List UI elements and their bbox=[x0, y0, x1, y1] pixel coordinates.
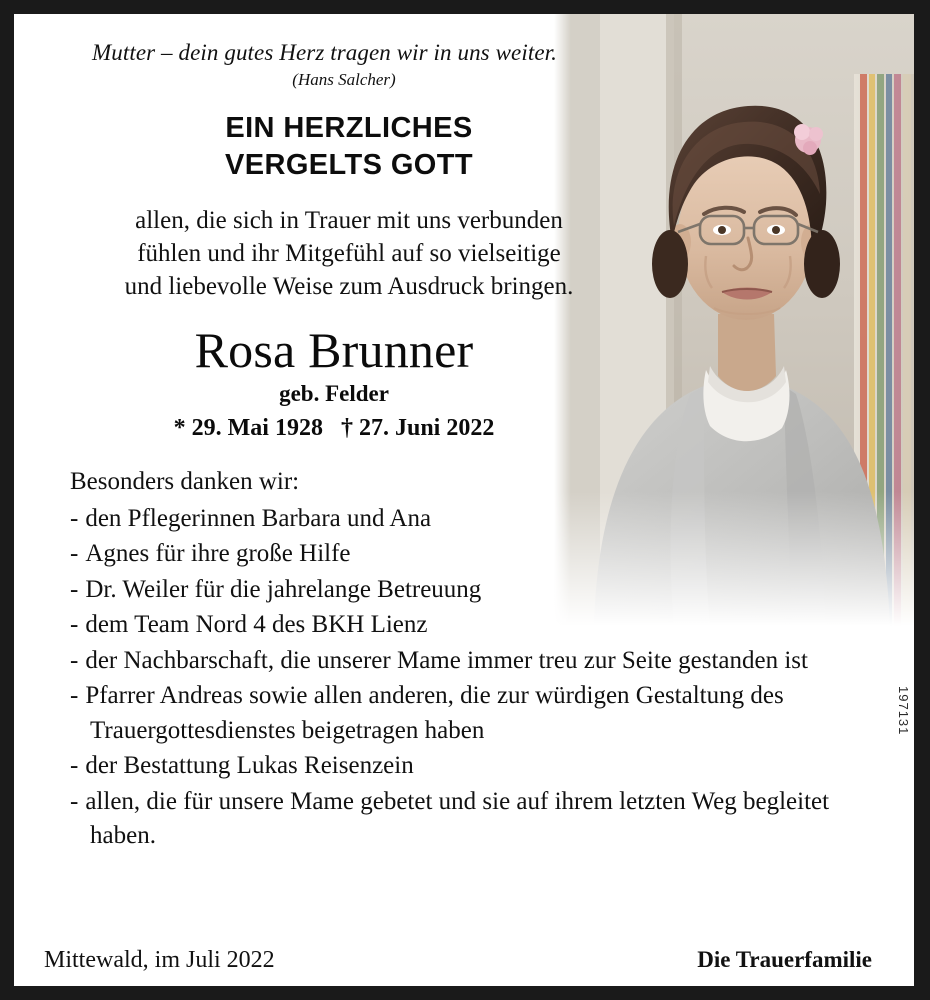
list-item bbox=[70, 644, 890, 679]
list-item bbox=[70, 573, 890, 608]
maiden-name: geb. Felder bbox=[279, 380, 389, 406]
list-item-text: Agnes für ihre große Hilfe bbox=[85, 540, 351, 568]
list-item bbox=[70, 537, 890, 572]
footer bbox=[44, 947, 890, 974]
list-bullet: - bbox=[70, 682, 79, 710]
headline bbox=[44, 110, 654, 184]
birth-date: * 29. Mai 1928 bbox=[173, 414, 323, 441]
headline-line-2: VERGELTS GOTT bbox=[225, 148, 473, 181]
list-bullet: - bbox=[70, 611, 79, 639]
list-bullet: - bbox=[70, 540, 79, 568]
list-bullet: - bbox=[70, 787, 79, 815]
list-item bbox=[70, 749, 890, 784]
headline-line-1: EIN HERZLICHES bbox=[225, 112, 473, 144]
list-item bbox=[70, 608, 890, 643]
reference-number: 197131 bbox=[896, 686, 911, 736]
intro-line-1: allen, die sich in Trauer mit uns verbunden bbox=[135, 206, 563, 234]
thanks-list-heading: Besonders danken wir: bbox=[70, 467, 300, 495]
list-bullet: - bbox=[70, 646, 79, 674]
list-item-text: der Nachbarschaft, die unserer Mame immer treu zur Seite gestanden ist bbox=[85, 646, 808, 674]
list-bullet: - bbox=[70, 752, 79, 780]
obituary-card bbox=[14, 14, 914, 986]
deceased-name: Rosa Brunner bbox=[194, 321, 474, 378]
place-and-date: Mittewald, im Juli 2022 bbox=[44, 947, 275, 973]
intro-text bbox=[44, 204, 654, 303]
quote-author: (Hans Salcher) bbox=[292, 70, 396, 89]
list-item-text: den Pflegerinnen Barbara und Ana bbox=[85, 504, 432, 532]
list-item-text: Pfarrer Andreas sowie allen anderen, die zur würdigen Gestaltung des Trauergottesdienstes beigetragen haben bbox=[85, 682, 784, 744]
thanks-list bbox=[70, 502, 890, 854]
intro-line-3: und liebevolle Weise zum Ausdruck bringen. bbox=[124, 272, 574, 300]
list-item-text: Dr. Weiler für die jahrelange Betreuung bbox=[85, 575, 482, 603]
signature: Die Trauerfamilie bbox=[697, 947, 872, 972]
list-item bbox=[70, 785, 890, 854]
list-bullet: - bbox=[70, 504, 79, 532]
list-bullet: - bbox=[70, 575, 79, 603]
intro-line-2: fühlen und ihr Mitgefühl auf so vielseitige bbox=[137, 239, 561, 267]
memorial-quote: Mutter – dein gutes Herz tragen wir in uns weiter. bbox=[92, 40, 557, 65]
death-date: † 27. Juni 2022 bbox=[340, 414, 495, 441]
list-item bbox=[70, 679, 890, 748]
list-item bbox=[70, 502, 890, 537]
obituary-content bbox=[14, 14, 914, 986]
list-item-text: allen, die für unsere Mame gebetet und sie auf ihrem letzten Weg begleitet haben. bbox=[85, 787, 830, 850]
life-dates bbox=[44, 415, 624, 442]
list-item-text: der Bestattung Lukas Reisenzein bbox=[85, 752, 414, 780]
list-item-text: dem Team Nord 4 des BKH Lienz bbox=[85, 611, 428, 639]
